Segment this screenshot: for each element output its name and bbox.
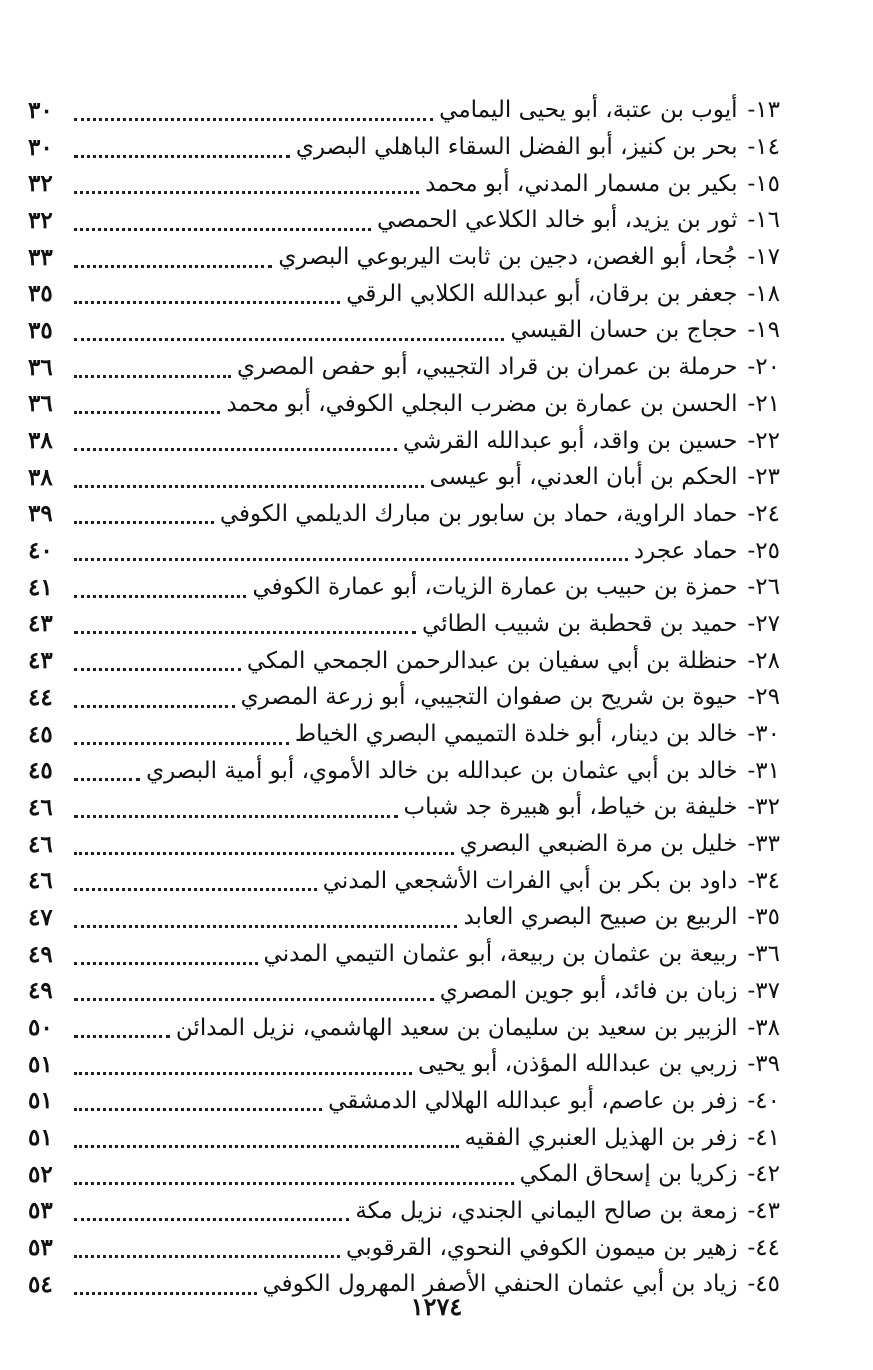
entry-title: خالد بن دينار، أبو خلدة التميمي البصري الخياط <box>294 721 738 748</box>
entry-title: الزبير بن سعيد بن سليمان بن سعيد الهاشمي، نزيل المدائن <box>175 1014 738 1041</box>
toc-entry <box>28 642 780 679</box>
toc-entry <box>28 1193 780 1230</box>
toc-entry <box>28 936 780 973</box>
toc-entry <box>28 973 780 1010</box>
entry-title: زبان بن فائد، أبو جوين المصري <box>439 977 738 1004</box>
entry-title: حماد الراوية، حماد بن سابور بن مبارك الديلمي الكوفي <box>219 500 738 527</box>
entry-title: بكير بن مسمار المدني، أبو محمد <box>425 170 738 197</box>
entry-page-number: ٣٦ <box>28 390 53 418</box>
dot-leader <box>74 477 424 488</box>
entry-page-number: ٥٣ <box>28 1197 53 1225</box>
entry-title: زمعة بن صالح اليماني الجندي، نزيل مكة <box>355 1197 738 1224</box>
entry-number: ١٣- <box>747 97 780 124</box>
entry-page-number: ٤٩ <box>28 977 53 1005</box>
dot-leader <box>74 440 397 451</box>
toc-entry <box>28 496 780 533</box>
toc-entry <box>28 239 780 276</box>
entry-number: ٣٨- <box>747 1014 780 1041</box>
entry-page-number: ٤٣ <box>28 610 53 638</box>
entry-number: ٣٥- <box>747 904 780 931</box>
entry-page-number: ٥٤ <box>28 1270 53 1298</box>
entry-title: زفر بن عاصم، أبو عبدالله الهلالي الدمشقي <box>328 1087 738 1114</box>
dot-leader <box>74 1174 514 1185</box>
toc-entry <box>28 165 780 202</box>
dot-leader <box>74 293 340 304</box>
entry-number: ٢٨- <box>747 647 780 674</box>
entry-page-number: ٣٨ <box>28 463 53 491</box>
entry-number: ٣٣- <box>747 831 780 858</box>
entry-page-number: ٤٣ <box>28 647 53 675</box>
dot-leader <box>74 403 220 414</box>
entry-title: حمزة بن حبيب بن عمارة الزيات، أبو عمارة الكوفي <box>252 574 738 601</box>
entry-number: ٣٢- <box>747 794 780 821</box>
entry-number: ٤٠- <box>747 1087 780 1114</box>
toc-entry <box>28 1229 780 1266</box>
entry-title: حسين بن واقد، أبو عبدالله القرشي <box>402 427 738 454</box>
entry-page-number: ٤٦ <box>28 793 53 821</box>
entry-title: الحكم بن أبان العدني، أبو عيسى <box>429 464 738 491</box>
entry-number: ٢٤- <box>747 500 780 527</box>
toc-entry <box>28 1009 780 1046</box>
entry-page-number: ٥١ <box>28 1050 53 1078</box>
entry-number: ٣٧- <box>747 977 780 1004</box>
dot-leader <box>74 257 272 268</box>
entry-title: زياد بن أبي عثمان الحنفي الأصفر المهرول الكوفي <box>262 1271 738 1298</box>
dot-leader <box>74 917 457 928</box>
toc-entry <box>28 899 780 936</box>
dot-leader <box>74 770 140 781</box>
toc-entry <box>28 422 780 459</box>
entry-number: ٣١- <box>747 757 780 784</box>
entry-page-number: ٤٧ <box>28 903 53 931</box>
toc-entry <box>28 129 780 166</box>
entry-number: ٢٥- <box>747 537 780 564</box>
toc-entry <box>28 826 780 863</box>
toc-entry <box>28 716 780 753</box>
entry-page-number: ٤٦ <box>28 867 53 895</box>
entry-number: ٤١- <box>747 1124 780 1151</box>
toc-entry <box>28 789 780 826</box>
dot-leader <box>74 550 628 561</box>
entry-title: خالد بن أبي عثمان بن عبدالله بن خالد الأموي، أبو أمية البصري <box>146 757 738 784</box>
entry-page-number: ٥٢ <box>28 1160 53 1188</box>
dot-leader <box>74 990 434 1001</box>
toc-entry <box>28 1046 780 1083</box>
entry-number: ٢٠- <box>747 354 780 381</box>
entry-page-number: ٣٥ <box>28 316 53 344</box>
toc-entry <box>28 312 780 349</box>
dot-leader <box>74 147 290 158</box>
dot-leader <box>74 1210 349 1221</box>
entry-page-number: ٤٥ <box>28 720 53 748</box>
toc-entry <box>28 1156 780 1193</box>
entry-page-number: ٥٠ <box>28 1014 53 1042</box>
toc-entry <box>28 862 780 899</box>
dot-leader <box>74 1027 170 1038</box>
dot-leader <box>74 183 419 194</box>
toc-entry <box>28 752 780 789</box>
entry-title: خليفة بن خياط، أبو هبيرة جد شباب <box>403 794 738 821</box>
entry-title: زكريا بن إسحاق المكي <box>519 1161 738 1188</box>
entry-number: ١٤- <box>747 134 780 161</box>
toc-entry <box>28 1083 780 1120</box>
entry-number: ١٧- <box>747 244 780 271</box>
toc-entry <box>28 569 780 606</box>
entry-number: ٣٩- <box>747 1051 780 1078</box>
dot-leader <box>74 110 433 121</box>
dot-leader <box>74 623 416 634</box>
entry-page-number: ٣٢ <box>28 206 53 234</box>
dot-leader <box>74 1064 412 1075</box>
entry-number: ٤٤- <box>747 1234 780 1261</box>
toc-entry <box>28 349 780 386</box>
entry-title: جعفر بن برقان، أبو عبدالله الكلابي الرقي <box>346 280 738 307</box>
entry-title: زربي بن عبدالله المؤذن، أبو يحيى <box>418 1051 738 1078</box>
dot-leader <box>74 367 231 378</box>
dot-leader <box>74 880 317 891</box>
entry-page-number: ٤٦ <box>28 830 53 858</box>
entry-title: ثور بن يزيد، أبو خالد الكلاعي الحمصي <box>376 207 738 234</box>
entry-page-number: ٣٣ <box>28 243 53 271</box>
toc-entry <box>28 92 780 129</box>
toc-entry <box>28 532 780 569</box>
toc-entry <box>28 1119 780 1156</box>
dot-leader <box>74 807 398 818</box>
dot-leader <box>74 844 454 855</box>
entry-page-number: ٣٥ <box>28 280 53 308</box>
entry-page-number: ٤٩ <box>28 940 53 968</box>
entry-title: حماد عجرد <box>633 537 738 564</box>
entry-page-number: ٤١ <box>28 573 53 601</box>
entry-page-number: ٥٣ <box>28 1234 53 1262</box>
toc-entry <box>28 202 780 239</box>
dot-leader <box>74 513 214 524</box>
entry-title: خليل بن مرة الضبعي البصري <box>459 831 738 858</box>
entry-number: ٤٣- <box>747 1197 780 1224</box>
entry-title: حيوة بن شريح بن صفوان التجيبي، أبو زرعة المصري <box>240 684 738 711</box>
entry-number: ٢٣- <box>747 464 780 491</box>
entry-title: زهير بن ميمون الكوفي النحوي، القرقوبي <box>346 1234 738 1261</box>
dot-leader <box>74 220 371 231</box>
entry-page-number: ٤٥ <box>28 757 53 785</box>
entry-number: ١٦- <box>747 207 780 234</box>
entry-page-number: ٣٩ <box>28 500 53 528</box>
entry-page-number: ٥١ <box>28 1087 53 1115</box>
entry-page-number: ٣٠ <box>28 133 53 161</box>
table-of-contents <box>28 92 780 1303</box>
dot-leader <box>74 1247 340 1258</box>
dot-leader <box>74 954 258 965</box>
toc-entry <box>28 679 780 716</box>
entry-title: الحسن بن عمارة بن مضرب البجلي الكوفي، أبو محمد <box>226 390 738 417</box>
entry-number: ٢٢- <box>747 427 780 454</box>
entry-page-number: ٣٨ <box>28 427 53 455</box>
entry-number: ٢١- <box>747 390 780 417</box>
entry-number: ٢٩- <box>747 684 780 711</box>
entry-title: زفر بن الهذيل العنبري الفقيه <box>464 1124 738 1151</box>
entry-page-number: ٥١ <box>28 1124 53 1152</box>
entry-number: ٤٥- <box>747 1271 780 1298</box>
entry-title: حميد بن قحطبة بن شبيب الطائي <box>422 610 738 637</box>
toc-entry <box>28 275 780 312</box>
dot-leader <box>74 734 289 745</box>
entry-title: الربيع بن صبيح البصري العابد <box>463 904 738 931</box>
entry-title: حنظلة بن أبي سفيان بن عبدالرحمن الجمحي المكي <box>246 647 738 674</box>
entry-title: بحر بن كنيز، أبو الفضل السقاء الباهلي البصري <box>295 134 738 161</box>
entry-title: داود بن بكر بن أبي الفرات الأشجعي المدني <box>322 867 738 894</box>
entry-title: حجاج بن حسان القيسي <box>510 317 738 344</box>
entry-page-number: ٣٢ <box>28 170 53 198</box>
dot-leader <box>74 587 246 598</box>
toc-entry <box>28 459 780 496</box>
entry-number: ١٨- <box>747 280 780 307</box>
entry-page-number: ٤٤ <box>28 683 53 711</box>
dot-leader <box>74 697 235 708</box>
entry-number: ٤٢- <box>747 1161 780 1188</box>
entry-page-number: ٣٠ <box>28 96 53 124</box>
entry-number: ١٩- <box>747 317 780 344</box>
entry-number: ١٥- <box>747 170 780 197</box>
entry-number: ٢٦- <box>747 574 780 601</box>
entry-title: حرملة بن عمران بن قراد التجيبي، أبو حفص المصري <box>237 354 738 381</box>
entry-title: جُحا، أبو الغصن، دجين بن ثابت اليربوعي البصري <box>278 244 738 271</box>
entry-title: أيوب بن عتبة، أبو يحيى اليمامي <box>439 97 738 124</box>
entry-page-number: ٤٠ <box>28 537 53 565</box>
dot-leader <box>74 660 241 671</box>
entry-number: ٣٤- <box>747 867 780 894</box>
dot-leader <box>74 1100 322 1111</box>
toc-entry <box>28 606 780 643</box>
entry-number: ٢٧- <box>747 610 780 637</box>
toc-entry <box>28 386 780 423</box>
entry-number: ٣٦- <box>747 941 780 968</box>
entry-number: ٣٠- <box>747 721 780 748</box>
dot-leader <box>74 1137 459 1148</box>
entry-title: ربيعة بن عثمان بن ربيعة، أبو عثمان التيمي المدني <box>263 941 738 968</box>
dot-leader <box>74 330 504 341</box>
page-number: ١٢٧٤ <box>410 1292 463 1321</box>
entry-page-number: ٣٦ <box>28 353 53 381</box>
